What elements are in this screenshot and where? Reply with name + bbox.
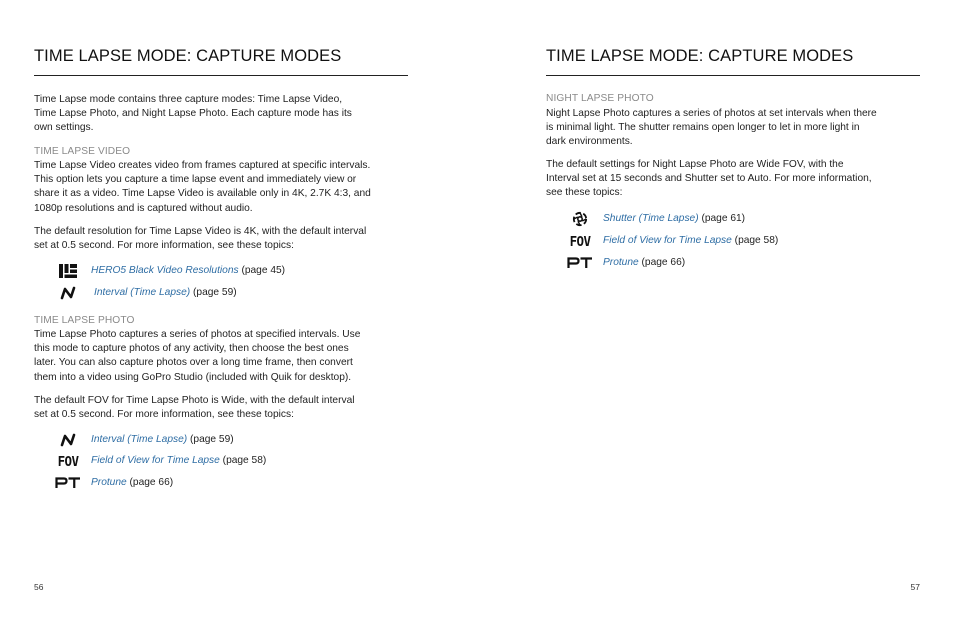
fov-icon: FOV [569, 233, 591, 249]
time-lapse-video-defaults: The default resolution for Time Lapse Video is 4K, with the default interval set at 0.5 second. For more information, see these topics: [34, 226, 367, 252]
fov-icon: FOV [57, 453, 79, 469]
right-page [546, 0, 920, 618]
link-field-of-view[interactable]: Field of View for Time Lapse [91, 455, 220, 466]
resolution-icon [52, 262, 84, 280]
topic-field-of-view [546, 232, 906, 250]
title-divider [546, 75, 920, 76]
link-interval[interactable]: Interval (Time Lapse) [91, 434, 188, 445]
topic-text: Interval (Time Lapse) (page 59) [94, 287, 237, 298]
night-lapse-photo-description: Night Lapse Photo captures a series of photos at set intervals when there is minimal light. The shutter remains open longer to let in more light in dark environments. [546, 108, 877, 148]
night-lapse-photo-heading: NIGHT LAPSE PHOTO [546, 93, 654, 104]
link-protune[interactable]: Protune [603, 257, 639, 268]
topic-protune [546, 254, 906, 272]
intro-paragraph: Time Lapse mode contains three capture modes: Time Lapse Video, Time Lapse Photo, and Night Lapse Photo. Each capture mode has its own settings. [34, 94, 352, 134]
title-divider [34, 75, 408, 76]
topic-protune [34, 474, 394, 492]
topic-text: Field of View for Time Lapse (page 58) [91, 455, 267, 466]
link-video-resolutions[interactable]: HERO5 Black Video Resolutions [91, 265, 239, 276]
time-lapse-photo-description: Time Lapse Photo captures a series of photos at specified intervals. Use this mode to capture photos of any activity, then choose the best ones later. You can also capture photos over a long time frame, then convert them into a video using GoPro Studio (included with Quik for desktop). [34, 329, 361, 383]
topic-field-of-view [34, 452, 394, 470]
topic-interval [34, 284, 394, 302]
link-protune[interactable]: Protune [91, 477, 127, 488]
topic-text: Interval (Time Lapse) (page 59) [91, 434, 234, 445]
protune-icon [52, 474, 84, 492]
topic-text: HERO5 Black Video Resolutions (page 45) [91, 265, 286, 276]
shutter-icon [564, 210, 596, 228]
topic-text: Shutter (Time Lapse) (page 61) [603, 213, 746, 224]
page-title: TIME LAPSE MODE: CAPTURE MODES [34, 47, 342, 65]
interval-icon [52, 431, 84, 449]
topic-shutter [546, 210, 906, 228]
topic-text: Field of View for Time Lapse (page 58) [603, 235, 779, 246]
protune-icon [564, 254, 596, 272]
page-number: 57 [910, 582, 920, 592]
time-lapse-video-heading: TIME LAPSE VIDEO [34, 146, 131, 157]
topic-interval [34, 431, 394, 449]
link-field-of-view[interactable]: Field of View for Time Lapse [603, 235, 732, 246]
interval-icon [52, 284, 84, 302]
time-lapse-video-description: Time Lapse Video creates video from frames captured at specific intervals. This option lets you capture a time lapse event and immediately view or share it as a video. Time Lapse Video is available only in 4K, 2.7K 4:3, and 1080p resolutions and is captured without audio. [34, 160, 371, 214]
link-shutter[interactable]: Shutter (Time Lapse) [603, 213, 699, 224]
night-lapse-photo-defaults: The default settings for Night Lapse Photo are Wide FOV, with the Interval set at 15 seconds and Shutter set to Auto. For more information, see these topics: [546, 159, 872, 199]
page-title: TIME LAPSE MODE: CAPTURE MODES [546, 47, 854, 65]
topic-text: Protune (page 66) [603, 257, 686, 268]
time-lapse-photo-heading: TIME LAPSE PHOTO [34, 315, 135, 326]
left-page [34, 0, 408, 618]
topic-text: Protune (page 66) [91, 477, 174, 488]
time-lapse-photo-defaults: The default FOV for Time Lapse Photo is Wide, with the default interval set at 0.5 second. For more information, see these topics: [34, 395, 355, 421]
topic-video-resolutions [34, 262, 394, 280]
page-number: 56 [34, 582, 44, 592]
link-interval[interactable]: Interval (Time Lapse) [94, 287, 191, 298]
